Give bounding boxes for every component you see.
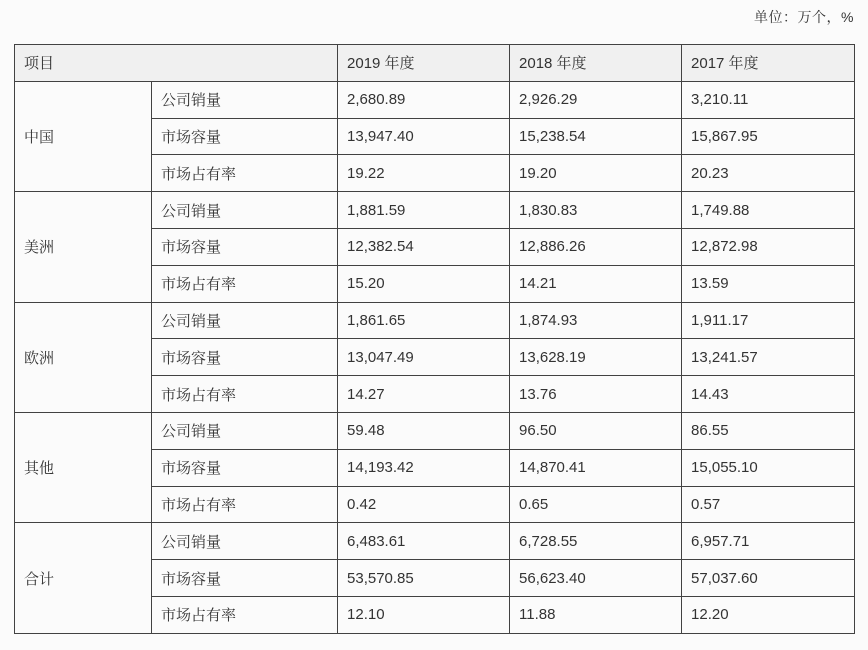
metric-cell: 公司销量 <box>152 302 338 339</box>
value-cell: 12.10 <box>338 596 510 633</box>
metric-cell: 公司销量 <box>152 523 338 560</box>
value-cell: 12,886.26 <box>510 228 682 265</box>
value-cell: 1,830.83 <box>510 192 682 229</box>
value-cell: 15,238.54 <box>510 118 682 155</box>
value-cell: 15,055.10 <box>682 449 855 486</box>
value-cell: 12,382.54 <box>338 228 510 265</box>
market-share-table <box>14 44 855 634</box>
header-year-2018: 2018 年度 <box>510 45 682 82</box>
value-cell: 15,867.95 <box>682 118 855 155</box>
value-cell: 14.43 <box>682 376 855 413</box>
value-cell: 12.20 <box>682 596 855 633</box>
value-cell: 59.48 <box>338 412 510 449</box>
value-cell: 0.57 <box>682 486 855 523</box>
value-cell: 96.50 <box>510 412 682 449</box>
metric-cell: 市场容量 <box>152 560 338 597</box>
value-cell: 13,047.49 <box>338 339 510 376</box>
metric-cell: 市场占有率 <box>152 265 338 302</box>
metric-cell: 公司销量 <box>152 81 338 118</box>
value-cell: 3,210.11 <box>682 81 855 118</box>
metric-cell: 公司销量 <box>152 192 338 229</box>
value-cell: 86.55 <box>682 412 855 449</box>
value-cell: 1,749.88 <box>682 192 855 229</box>
value-cell: 19.22 <box>338 155 510 192</box>
value-cell: 1,881.59 <box>338 192 510 229</box>
metric-cell: 市场占有率 <box>152 486 338 523</box>
metric-cell: 市场占有率 <box>152 376 338 413</box>
value-cell: 13.59 <box>682 265 855 302</box>
value-cell: 13,947.40 <box>338 118 510 155</box>
region-cell: 中国 <box>15 81 152 191</box>
metric-cell: 市场容量 <box>152 449 338 486</box>
value-cell: 11.88 <box>510 596 682 633</box>
value-cell: 2,926.29 <box>510 81 682 118</box>
value-cell: 6,483.61 <box>338 523 510 560</box>
value-cell: 6,957.71 <box>682 523 855 560</box>
metric-cell: 市场占有率 <box>152 596 338 633</box>
report-table-body <box>15 81 855 633</box>
metric-cell: 市场容量 <box>152 118 338 155</box>
table-row <box>15 412 855 449</box>
value-cell: 14.21 <box>510 265 682 302</box>
header-year-2019: 2019 年度 <box>338 45 510 82</box>
value-cell: 12,872.98 <box>682 228 855 265</box>
table-row <box>15 81 855 118</box>
value-cell: 13.76 <box>510 376 682 413</box>
header-item: 项目 <box>15 45 338 82</box>
value-cell: 1,861.65 <box>338 302 510 339</box>
table-row <box>15 192 855 229</box>
value-cell: 14,870.41 <box>510 449 682 486</box>
value-cell: 56,623.40 <box>510 560 682 597</box>
value-cell: 13,628.19 <box>510 339 682 376</box>
metric-cell: 市场容量 <box>152 228 338 265</box>
value-cell: 14.27 <box>338 376 510 413</box>
value-cell: 53,570.85 <box>338 560 510 597</box>
region-cell: 欧洲 <box>15 302 152 412</box>
metric-cell: 市场容量 <box>152 339 338 376</box>
table-row <box>15 523 855 560</box>
value-cell: 13,241.57 <box>682 339 855 376</box>
value-cell: 20.23 <box>682 155 855 192</box>
value-cell: 19.20 <box>510 155 682 192</box>
table-header-row <box>15 45 855 82</box>
region-cell: 美洲 <box>15 192 152 302</box>
table-row <box>15 302 855 339</box>
value-cell: 1,911.17 <box>682 302 855 339</box>
metric-cell: 市场占有率 <box>152 155 338 192</box>
value-cell: 14,193.42 <box>338 449 510 486</box>
header-year-2017: 2017 年度 <box>682 45 855 82</box>
value-cell: 15.20 <box>338 265 510 302</box>
value-cell: 0.42 <box>338 486 510 523</box>
region-cell: 其他 <box>15 412 152 522</box>
value-cell: 2,680.89 <box>338 81 510 118</box>
value-cell: 1,874.93 <box>510 302 682 339</box>
value-cell: 57,037.60 <box>682 560 855 597</box>
region-cell: 合计 <box>15 523 152 633</box>
metric-cell: 公司销量 <box>152 412 338 449</box>
unit-label: 单位：万个，% <box>754 9 854 25</box>
value-cell: 0.65 <box>510 486 682 523</box>
value-cell: 6,728.55 <box>510 523 682 560</box>
